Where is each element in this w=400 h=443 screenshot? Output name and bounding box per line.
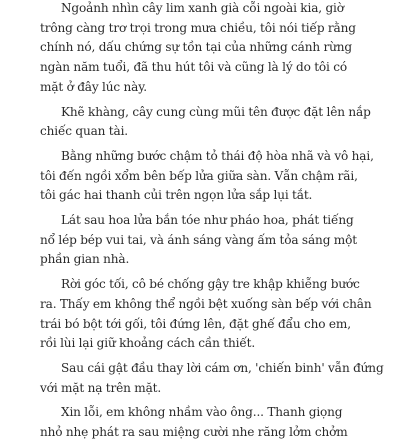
text-line: ngàn năm tuổi, đã thu hút tôi và cũng là lý do tôi có xyxy=(40,60,348,75)
paragraph xyxy=(40,275,376,354)
text-line: Sau cái gật đầu thay lời cám ơn, 'chiến binh' vẫn đứng xyxy=(61,360,384,375)
text-line: Lát sau hoa lửa bắn tóe như pháo hoa, phát tiếng xyxy=(61,213,354,228)
paragraph xyxy=(40,103,376,142)
text-line: nổ lép bép vui tai, và ánh sáng vàng ấm tỏa sáng một xyxy=(40,232,357,247)
text-line: mặt ở đây lúc này. xyxy=(40,79,147,94)
text-line: chính nó, dấu chứng sự tồn tại của những cánh rừng xyxy=(40,40,353,55)
text-line: ra. Thấy em không thể ngồi bệt xuống sàn bếp với chân xyxy=(40,296,372,311)
text-line: phần gian nhà. xyxy=(40,252,130,267)
text-line: rồi lùi lại giữ khoảng cách cần thiết. xyxy=(40,336,256,351)
text-line: Xin lỗi, em không nhầm vào ông... Thanh giọng xyxy=(61,405,343,420)
text-line: tôi đến ngồi xổm bên bếp lửa giữa sàn. Vẫn chậm rãi, xyxy=(40,168,358,183)
text-line: chiếc quan tài. xyxy=(40,124,128,139)
paragraph xyxy=(40,403,376,442)
text-line: Bằng những bước chậm tỏ thái độ hòa nhã và vô hại, xyxy=(61,148,374,163)
page-text xyxy=(40,0,384,443)
text-line: tôi gác hai thanh củi trên ngọn lửa sắp lụi tắt. xyxy=(40,188,313,203)
text-line: Ngoảnh nhìn cây lim xanh già cỗi ngoài kia, giờ xyxy=(61,1,344,15)
paragraph xyxy=(40,0,376,98)
text-line: trái bó bột tới gối, tôi đứng lên, đặt ghế đẩu cho em, xyxy=(40,316,351,331)
text-line: Rời góc tối, cô bé chống gậy tre khập khiễng bước xyxy=(61,277,360,292)
text-line: trông càng trơ trọi trong mưa chiều, tôi nói tiếp rằng xyxy=(40,20,356,35)
paragraph xyxy=(40,359,384,398)
paragraph xyxy=(40,147,376,206)
paragraph xyxy=(40,211,376,270)
text-line: Khẽ khàng, cây cung cùng mũi tên được đặt lên nắp xyxy=(61,104,371,119)
text-line: với mặt nạ trên mặt. xyxy=(40,380,162,395)
text-line: nhỏ nhẹ phát ra sau miệng cười nhe răng lởm chởm xyxy=(40,425,348,440)
